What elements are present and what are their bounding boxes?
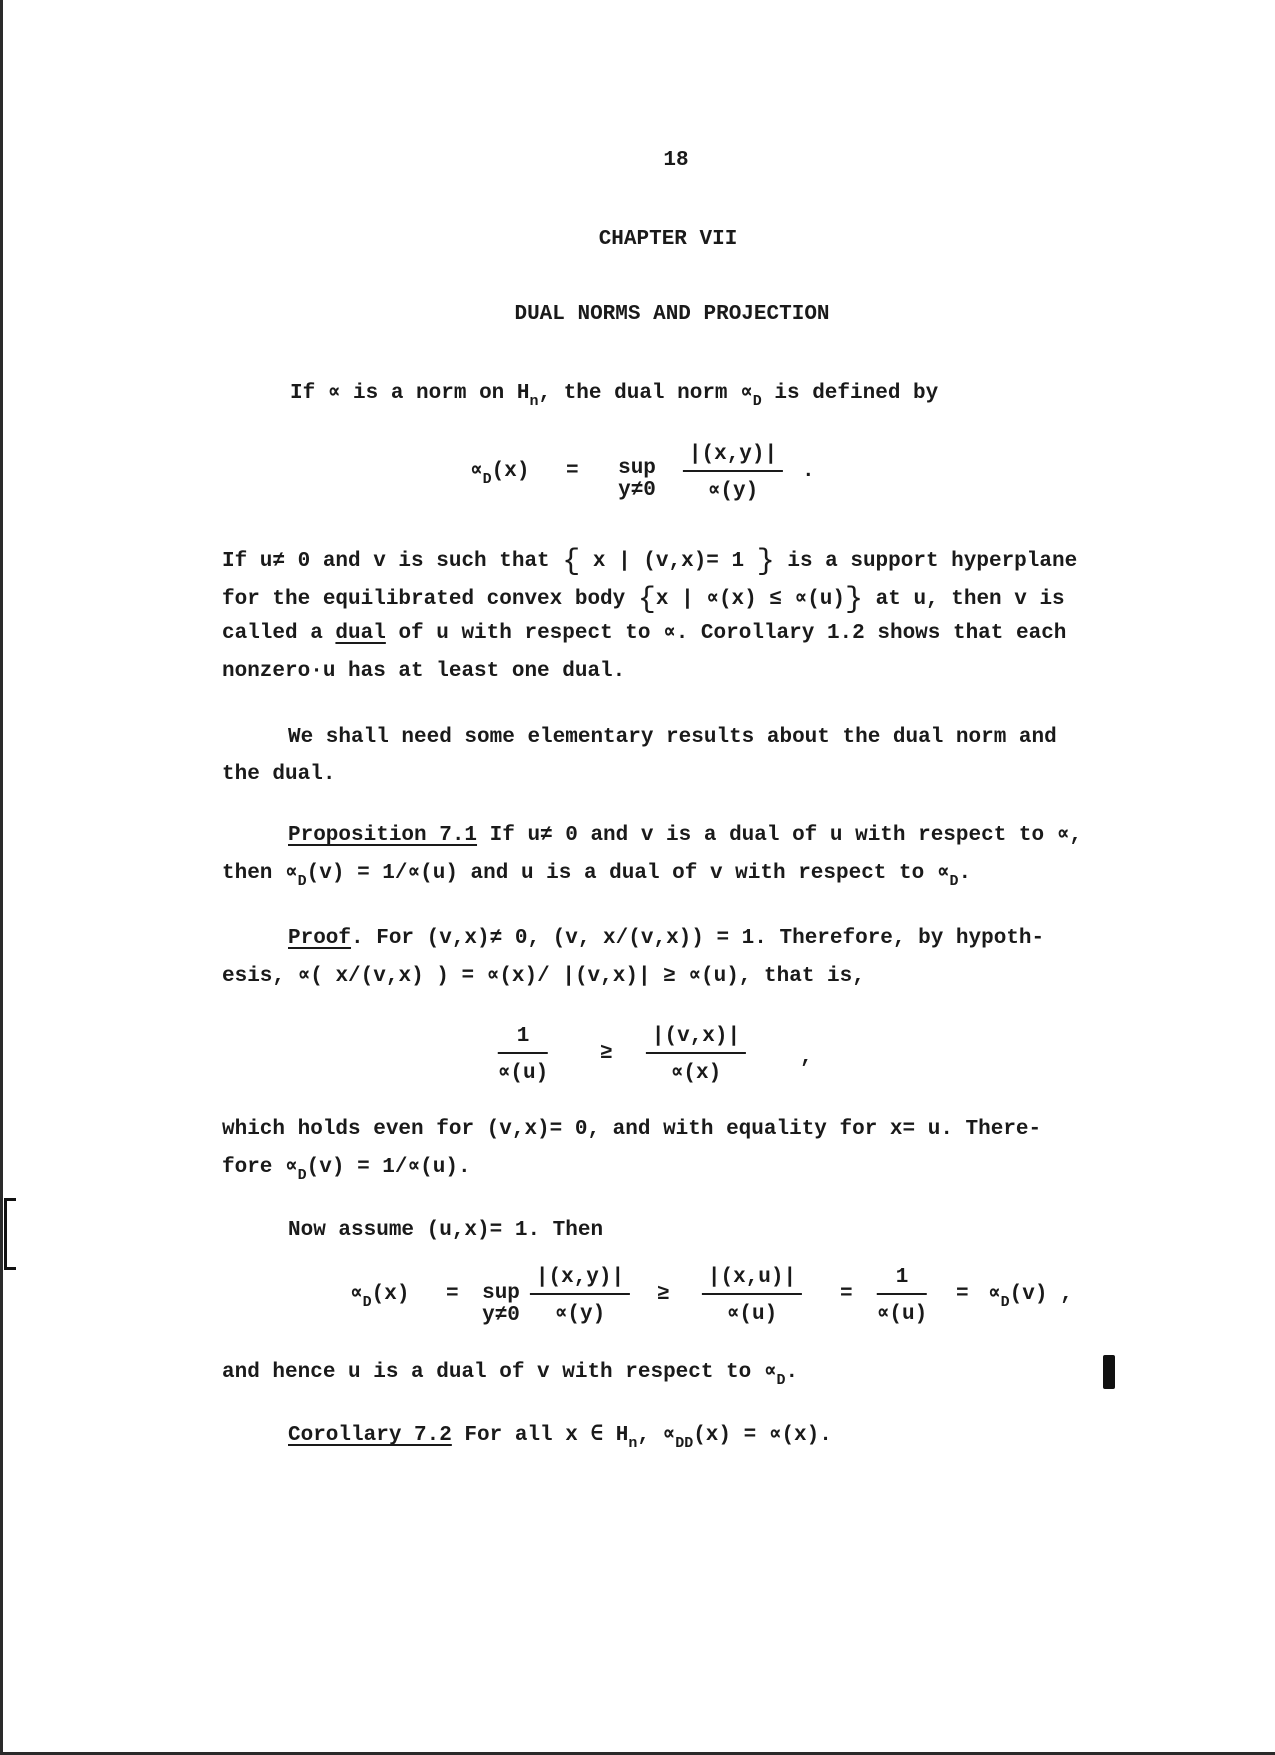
chain-sup: sup y≠0 <box>482 1282 520 1328</box>
eq1-period: . <box>802 460 815 483</box>
ineq-comma: , <box>800 1046 813 1069</box>
proof-line-1: Proof. For (v,x)≠ 0, (v, x/(v,x)) = 1. Therefore, by hypoth- <box>288 927 1045 950</box>
chain-rhs: $\propto_D(v)$ , <box>988 1283 1073 1311</box>
page-number: 18 <box>663 149 689 172</box>
def-line-4: nonzero·u has at least one dual. <box>222 660 626 683</box>
def-line-1: If u≠ 0 and v is such that { x | (v,x)= 1 } is a support hyperplane <box>222 545 1078 579</box>
scan-left-edge <box>0 0 3 1755</box>
ineq-right-fraction: $\frac{|(v,x)|}{\propto(x)}$ <box>646 1025 746 1085</box>
margin-ink-mark <box>1103 1355 1115 1389</box>
chain-fraction-1: $\frac{|(x,y)|}{\propto(y)}$ <box>530 1266 630 1326</box>
proof-line-2: esis, ∝( x/(v,x) ) = ∝(x)/ |(v,x)| ≥ ∝(u), that is, <box>222 965 865 988</box>
def-line-2: for the equilibrated convex body {x | ∝(x) ≤ ∝(u)} at u, then v is <box>222 583 1065 617</box>
proposition-label: Proposition 7.1 <box>288 824 478 847</box>
eq1-equals: = <box>566 460 579 483</box>
after-ineq-line-1: which holds even for (v,x)= 0, and with equality for x= u. There- <box>222 1118 1042 1141</box>
def-line-3: called a dual of u with respect to ∝. Corollary 1.2 shows that each <box>222 622 1067 645</box>
need-line-2: the dual. <box>222 763 336 786</box>
chain-lhs: $\propto_D(x)$ <box>350 1283 410 1311</box>
proposition-line-2: then $\propto_D(v) = 1/\propto(u)$ and u is a dual of v with respect to $\propto_D$. <box>222 862 972 890</box>
after-ineq-line-2: fore $\propto_D(v) = 1/\propto(u)$. <box>222 1156 471 1184</box>
corollary-line: Corollary 7.2 For all x ∈ $H_n$, $\propto_{DD}(x) = \propto(x)$. <box>288 1424 832 1452</box>
conclusion-line: and hence u is a dual of v with respect to $\propto_D$. <box>222 1361 799 1389</box>
corollary-label: Corollary 7.2 <box>288 1424 452 1447</box>
ineq-relation: ≥ <box>600 1042 613 1065</box>
chain-equals-2: = <box>840 1283 853 1306</box>
section-title: DUAL NORMS AND PROJECTION <box>514 303 830 326</box>
chain-equals-3: = <box>956 1283 969 1306</box>
assume-line: Now assume (u,x)= 1. Then <box>288 1219 604 1242</box>
margin-bracket-mark <box>4 1198 16 1270</box>
eq1-fraction: $\frac{|(x,y)|}{\propto(y)}$ <box>683 443 783 503</box>
chapter-heading: CHAPTER VII <box>598 228 738 251</box>
eq1-lhs: $\propto_D(x)$ <box>470 460 530 488</box>
need-line-1: We shall need some elementary results about the dual norm and <box>288 726 1057 749</box>
dual-term: dual <box>335 622 386 645</box>
intro-line: If ∝ is a norm on $H_n$, the dual norm $\propto_D$ is defined by <box>290 382 939 410</box>
ineq-left-fraction: $\frac{1}{\propto(u)}$ <box>497 1025 549 1085</box>
chain-fraction-3: $\frac{1}{\propto(u)}$ <box>876 1266 928 1326</box>
chain-relation: ≥ <box>657 1283 670 1306</box>
proof-label: Proof <box>288 927 352 950</box>
chain-equals-1: = <box>446 1283 459 1306</box>
proposition-line-1: Proposition 7.1 If u≠ 0 and v is a dual of u with respect to ∝, <box>288 824 1082 847</box>
eq1-sup: sup y≠0 <box>618 457 656 503</box>
chain-fraction-2: $\frac{|(x,u)|}{\propto(u)}$ <box>702 1266 802 1326</box>
